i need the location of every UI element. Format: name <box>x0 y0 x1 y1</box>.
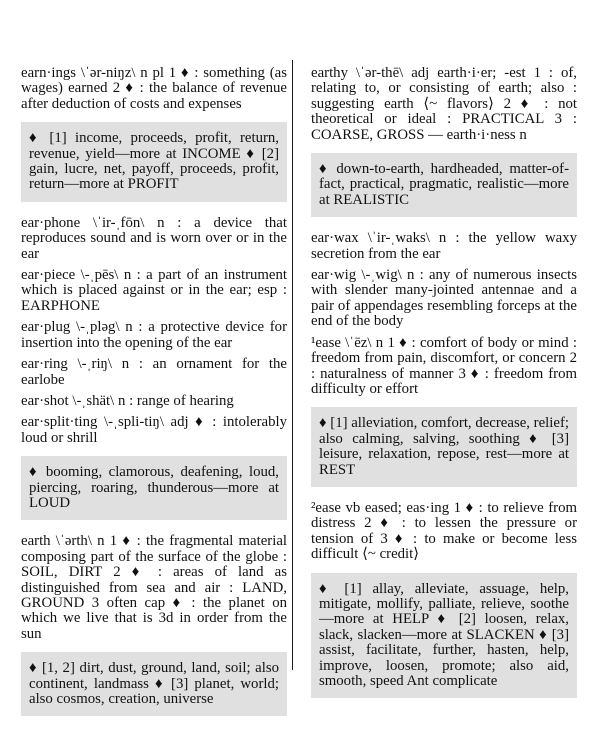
synonym-box-earsplitting: ♦ booming, clamorous, deafening, loud, piercing, roaring, thunderous—more at LOUD <box>21 456 287 520</box>
synonym-box-ease-noun: ♦ [1] alleviation, comfort, decrease, relief; also calming, salving, soothing ♦ [3] leisure, relaxation, repose, rest—more at REST <box>311 407 577 487</box>
synonym-box-earnings: ♦ [1] income, proceeds, profit, return, revenue, yield—more at INCOME ♦ [2] gain, lucre, net, payoff, proceeds, profit, return—more at PROFIT <box>21 122 287 202</box>
entry-earwig: ear·wig \-ˌwig\ n : any of numerous insects with slender many-jointed antennae and a pair of appendages resembling forceps at the end of the body <box>311 267 577 330</box>
entry-ease-verb: ²ease vb eased; eas·ing 1 ♦ : to relieve from distress 2 ♦ : to lessen the pressure or tension of 3 ♦ : to make or become less difficult ⟨~ credit⟩ <box>311 499 577 563</box>
right-column <box>311 66 577 712</box>
entry-earsplitting: ear·split·ting \-ˌspli-tiŋ\ adj ♦ : intolerably loud or shrill <box>21 414 287 446</box>
entry-earplug: ear·plug \-ˌpləg\ n : a protective device for insertion into the opening of the ear <box>21 319 287 351</box>
entry-earnings: earn·ings \ˈər-niŋz\ n pl 1 ♦ : something (as wages) earned 2 ♦ : the balance of revenue after deduction of costs and expenses <box>21 65 287 112</box>
entry-earshot: ear·shot \-ˌshät\ n : range of hearing <box>21 392 234 409</box>
entry-earphone: ear·phone \ˈir-ˌfōn\ n : a device that reproduces sound and is worn over or in the ear <box>21 214 287 262</box>
left-column <box>21 66 287 730</box>
entry-earwax: ear·wax \ˈir-ˌwaks\ n : the yellow waxy secretion from the ear <box>311 230 577 262</box>
synonym-box-earthy: ♦ down-to-earth, hardheaded, matter-of-fact, practical, pragmatic, realistic—more at REALISTIC <box>311 153 577 217</box>
synonym-box-earth: ♦ [1, 2] dirt, dust, ground, land, soil; also continent, landmass ♦ [3] planet, world; also cosmos, creation, universe <box>21 652 287 716</box>
entry-earring: ear·ring \-ˌriŋ\ n : an ornament for the earlobe <box>21 356 287 388</box>
entry-earth: earth \ˈərth\ n 1 ♦ : the fragmental material composing part of the surface of the globe : SOIL, DIRT 2 ♦ : areas of land as distinguished from sea and air : LAND, GROUND 3 often cap ♦ : the planet on which we live that is 3d in order from the sun <box>21 533 287 642</box>
entry-earthy: earthy \ˈər-thē\ adj earth·i·er; -est 1 : of, relating to, or consisting of earth; also : suggesting earth ⟨~ flavors⟩ 2 ♦ : not theoretical or ideal : PRACTICAL 3 : COARSE, GROSS — earth·i·ness n <box>311 65 577 143</box>
synonym-box-ease-verb: ♦ [1] allay, alleviate, assuage, help, mitigate, mollify, palliate, relieve, soothe—more at HELP ♦ [2] loosen, relax, slack, slacken—more at SLACKEN ♦ [3] assist, facilitate, further, hasten, help, improve, loosen, promote; also aid, smooth, speed Ant complicate <box>311 573 577 699</box>
entry-ease-noun: ¹ease \ˈēz\ n 1 ♦ : comfort of body or mind : freedom from pain, discomfort, or concern 2 : naturalness of manner 3 ♦ : freedom from difficulty or effort <box>311 334 577 397</box>
entry-earpiece: ear·piece \-ˌpēs\ n : a part of an instrument which is placed against or in the ear; esp : EARPHONE <box>21 267 287 314</box>
column-divider <box>292 60 293 670</box>
